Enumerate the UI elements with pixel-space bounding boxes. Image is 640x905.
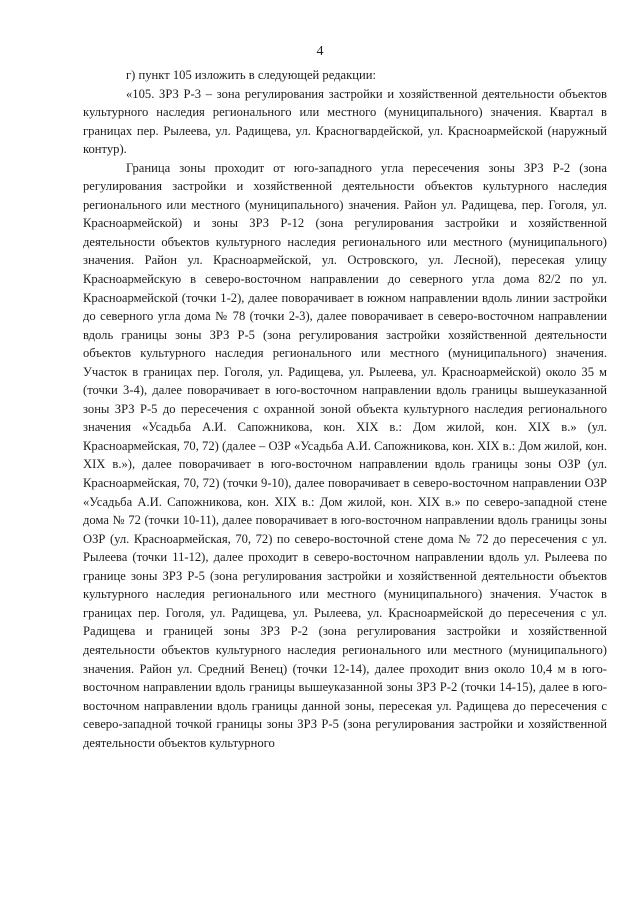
paragraph-zone-boundary-description: Граница зоны проходит от юго-западного угла пересечения зоны ЗРЗ Р-2 (зона регулирования застройки и хозяйственной деятельности объектов культурного наследия регионального или местного (муниципального) значения. Район ул. Радищева, пер. Гоголя, ул. Красноармейской) и зоны ЗРЗ Р-12 (зона регулирования застройки и хозяйственной деятельности объектов культурного наследия регионального или местного (муниципального) значения. Район ул. Красноармейской, ул. Островского, ул. Лесной), пересекая улицу Красноармейскую в северо-восточном направлении до северного угла дома 82/2 по ул. Красноармейской (точки 1-2), далее поворачивает в южном направлении вдоль линии застройки до северного угла дома № 78 (точки 2-3), далее поворачивает в северо-восточном направлении вдоль границы зоны ЗРЗ Р-5 (зона регулирования застройки хозяйственной деятельности объектов культурного наследия регионального или местного (муниципального) значения. Участок в границах пер. Гоголя, ул. Радищева, ул. Рылеева, ул. Красноармейской) около 35 м (точки 3-4), далее поворачивает в юго-восточном направлении вдоль границы вышеуказанной зоны ЗРЗ Р-5 до пересечения с охранной зоной объекта культурного наследия регионального значения «Усадьба А.И. Сапожникова, кон. XIX в.: Дом жилой, кон. XIX в.» (ул. Красноармейская, 70, 72) (далее – ОЗР «Усадьба А.И. Сапожникова, кон. XIX в.: Дом жилой, кон. XIX в.»), далее поворачивает в юго-восточном направлении вдоль границы зоны ОЗР (ул. Красноармейская, 70, 72) (точки 9-10), далее поворачивает в северо-восточном направлении ОЗР «Усадьба А.И. Сапожникова, кон. XIX в.: Дом жилой, кон. XIX в.» по северо-западной стене дома № 72 (точки 10-11), далее поворачивает в юго-восточном направлении вдоль границы зоны ОЗР (ул. Красноармейская, 70, 72) по северо-восточной стене дома № 72 до пересечения с ул. Рылеева (точки 11-12), далее проходит в северо-восточном направлении вдоль ул. Рылеева по границе зоны ЗРЗ Р-5 (зона регулирования застройки и хозяйственной деятельности объектов культурного наследия регионального или местного (муниципального) значения. Участок в границах пер. Гоголя, ул. Радищева, ул. Рылеева, ул. Красноармейской до пересечения с ул. Радищева и границей зоны ЗРЗ Р-2 (зона регулирования застройки и хозяйственной деятельности объектов культурного наследия регионального или местного (муниципального) значения. Район ул. Средний Венец) (точки 12-14), далее проходит вниз около 10,4 м в юго-восточном направлении вдоль границы вышеуказанной зоны ЗРЗ Р-2 (точки 14-15), далее в юго-восточном направлении вдоль границы данной зоны, пересекая ул. Радищева до пересечения с северо-западной точкой границы зоны ЗРЗ Р-5 (зона регулирования застройки и хозяйственной деятельности объектов культурного: [83, 160, 607, 750]
document-body: [83, 66, 607, 752]
paragraph-zone-105-definition: «105. ЗРЗ Р-3 – зона регулирования застройки и хозяйственной деятельности объектов культурного наследия регионального или местного (муниципального) значения. Квартал в границах пер. Рылеева, ул. Радищева, ул. Красногвардейской, ул. Красноармейской (наружный контур).: [83, 86, 607, 157]
paragraph-amendment-intro: г) пункт 105 изложить в следующей редакции:: [126, 68, 376, 82]
page-number: 4: [316, 44, 324, 59]
